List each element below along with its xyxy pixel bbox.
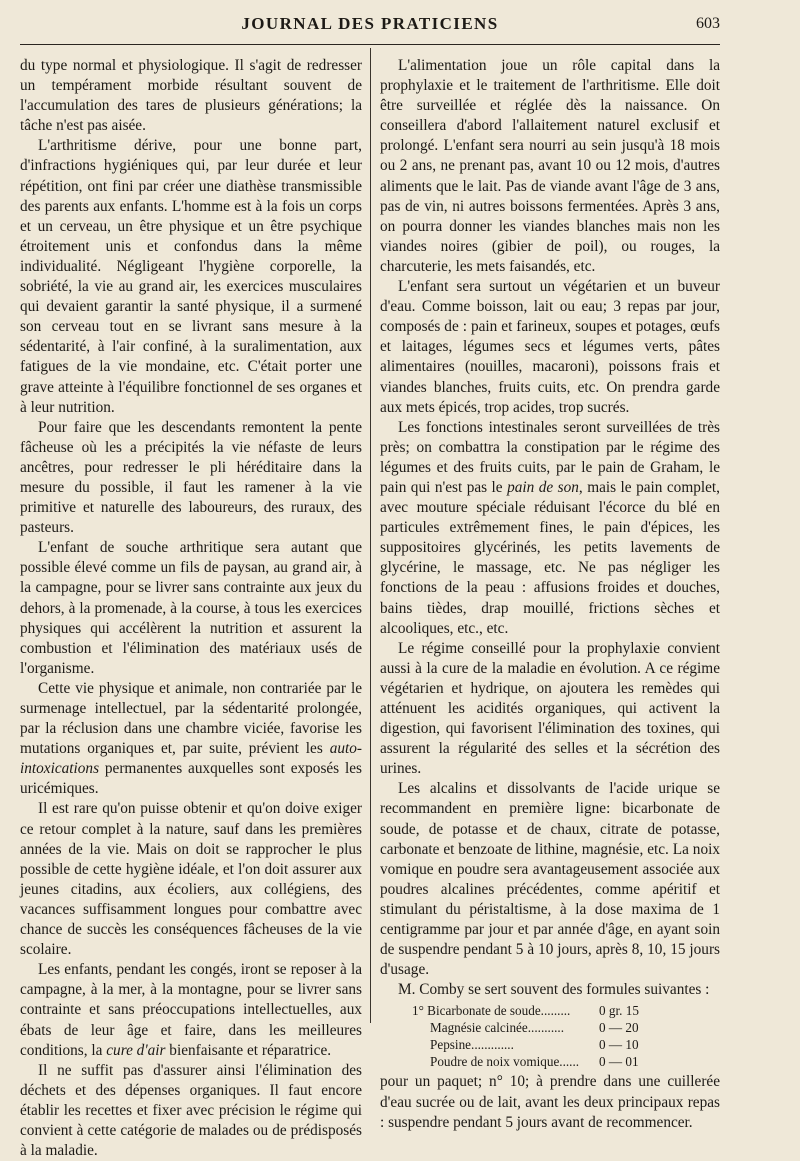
italic-term: auto-intoxications: [20, 740, 362, 778]
column-separator: [370, 48, 371, 1023]
formula-dose: 0 — 20: [599, 1020, 639, 1036]
right-column: [380, 56, 720, 1133]
page-number: 603: [696, 15, 720, 32]
running-header: [20, 8, 720, 42]
formula-row: [412, 1036, 720, 1053]
formula-row: [412, 1019, 720, 1036]
paragraph: Les alcalins et dissolvants de l'acide urique se recommandent en première ligne: bicarbonate de soude, de potasse et de chaux, citrate de potasse, carbonate et benzoate de lithine, magnésie, etc. La noix vomique en poudre sera avantageusement associée aux poudres alcalines précédentes, comme apéritif et stimulant du péristaltisme, à la dose maxima de 1 centigramme par jour et par année d'âge, en ayant soin de suspendre pendant 5 à 10 jours, après 8, 10, 15 jours d'usage.: [380, 780, 720, 979]
text-run: Les fonctions intestinales seront surveillées de très près; on combattra la constipation par le régime des légumes et des fruits cuits, par le pain de Graham, le pain qui n'est pas le: [380, 418, 720, 496]
paragraph: Pour faire que les descendants remontent la pente fâcheuse où les a précipités la vie néfaste de leurs ancêtres, pour redresser le pli héréditaire dans la mesure du possible, il faut les ramener à la vie primitive et naturelle des laboureurs, des ruraux, des pasteurs.: [20, 418, 362, 537]
text-run: , mais le pain complet, avec mouture spéciale réduisant l'écorce du blé en particules extrêmement fines, le pain d'épices, les suppositoires glycérinés, les petits lavements de glycérine, le massage, etc. Ne pas négliger les fonctions de la peau : affusions froides et douches, bains tièdes, drap mouillé, frictions sèches et alcooliques, etc., etc.: [380, 478, 720, 637]
paragraph: L'arthritisme dérive, pour une bonne part, d'infractions hygiéniques qui, par leur durée et leur répétition, ont fini par créer une diathèse transmissible des parents aux enfants. L'homme est à la fois un corps et un cerveau, un être physique et un être psychique étroitement unis et confondus dans la même individualité. Négligeant l'hygiène corporelle, la sobriété, la vie au grand air, les exercices musculaires qui devaient garantir la santé physique, il a surmené son cerveau tout en se livrant sans mesure à la sédentarité, à l'air confiné, à la suralimentation, aux fatigues de la vie mondaine, etc. C'était porter une grave atteinte à l'équilibre fonctionnel de ses organes et à leur nutrition.: [20, 137, 362, 416]
paragraph: Il ne suffit pas d'assurer ainsi l'élimination des déchets et des dépenses organiques. Il faut encore établir les recettes et fixer avec précision le régime qui convient à cette catégorie de malades ou de prédisposés à la maladie.: [20, 1061, 362, 1160]
formula-ingredient: Pepsine.............: [430, 1037, 514, 1053]
formula-dose: 0 — 10: [599, 1037, 639, 1053]
paragraph: [380, 418, 720, 639]
journal-title: JOURNAL DES PRATICIENS: [241, 14, 499, 33]
formula-dose: 0 gr. 15: [599, 1003, 639, 1019]
formula-list: [412, 1002, 720, 1070]
paragraph: [20, 960, 362, 1060]
text-run: Les enfants, pendant les congés, iront se reposer à la campagne, à la mer, à la montagne, pour se livrer sans contrainte et sans préoccupations intellectuelles, aux ébats de leur âge et faire, dans les meilleures conditions, la: [20, 961, 362, 1059]
text-run: bienfaisante et réparatrice.: [165, 1041, 332, 1059]
formula-ingredient: 1° Bicarbonate de soude.........: [412, 1003, 571, 1019]
paragraph: du type normal et physiologique. Il s'agit de redresser un tempérament morbide résultant souvent de l'accumulation des tares de plusieurs générations; la tâche n'est pas aisée.: [20, 57, 362, 135]
header-rule: [20, 44, 720, 45]
paragraph: L'enfant de souche arthritique sera autant que possible élevé comme un fils de paysan, au grand air, à la campagne, pour se livrer sans contrainte aux jeux du dehors, à la promenade, à la course, à tous les exercices physiques qui accélèrent la nutrition et assurent la combustion et l'élimination des matériaux usés de l'organisme.: [20, 539, 362, 677]
paragraph: Il est rare qu'on puisse obtenir et qu'on doive exiger ce retour complet à la nature, sauf dans les premières années de la vie. Mais on doit se rapprocher le plus possible de cette hygiène idéale, et l'on doit assurer aux jeunes citadins, aux écoliers, aux collégiens, des vacances suffisamment longues pour combattre avec chance de succès les conséquences fâcheuses de la vie scolaire.: [20, 800, 362, 959]
formula-row: [412, 1002, 720, 1019]
paragraph: M. Comby se sert souvent des formules suivantes :: [398, 981, 710, 999]
text-run: Cette vie physique et animale, non contrariée par le surmenage intellectuel, par la sédentarité prolongée, par la réclusion dans une chambre viciée, favorise les mutations organiques et, par suite, prévient les: [20, 679, 362, 758]
formula-ingredient: Poudre de noix vomique......: [430, 1054, 580, 1070]
italic-term: pain de son: [507, 478, 579, 496]
italic-term: cure d'air: [106, 1041, 166, 1059]
paragraph: L'alimentation joue un rôle capital dans la prophylaxie et le traitement de l'arthritisme. Elle doit être surveillée et réglée dès la naissance. On conseillera d'abord l'allaitement naturel exclusif et prolongé. L'enfant sera nourri au sein jusqu'à 18 mois ou 2 ans, ne prenant pas, avant 10 ou 12 mois, d'autres aliments que le lait. Pas de viande avant l'âge de 3 ans, pas de vin, ni autres boissons fermentées. Après 3 ans, on pourra donner les viandes blanches mais non les viandes noires (gibier de poil), ou rouges, la charcuterie, les mets faisandés, etc.: [380, 57, 720, 275]
formula-dose: 0 — 01: [599, 1054, 639, 1070]
paragraph: Le régime conseillé pour la prophylaxie convient aussi à la cure de la maladie en évolution. A ce régime végétarien et hydrique, on ajoutera les remèdes qui atténuent les acidités organiques, qui activent la digestion, qui favorisent l'élimination des toxines, qui assurent la régularité des selles et la sécrétion des urines.: [380, 639, 720, 778]
formula-row: [412, 1053, 720, 1070]
paragraph: pour un paquet; n° 10; à prendre dans une cuillerée d'eau sucrée ou de lait, avant les deux principaux repas : suspendre pendant 5 jours avant de recommencer.: [380, 1073, 720, 1131]
paragraph: L'enfant sera surtout un végétarien et un buveur d'eau. Comme boisson, lait ou eau; 3 repas par jour, composés de : pain et farineux, soupes et potages, œufs et laitages, légumes secs et légumes verts, pâtes alimentaires (nouilles, macaroni), poissons frais et viandes blanches, fruits cuits, etc. On prendra garde aux mets épicés, trop acides, trop sucrés.: [380, 278, 720, 416]
left-column: [20, 56, 362, 1161]
text-run: permanentes auxquelles sont exposés les uricémiques.: [20, 760, 362, 798]
paragraph: [20, 679, 362, 800]
formula-ingredient: Magnésie calcinée...........: [430, 1020, 565, 1036]
